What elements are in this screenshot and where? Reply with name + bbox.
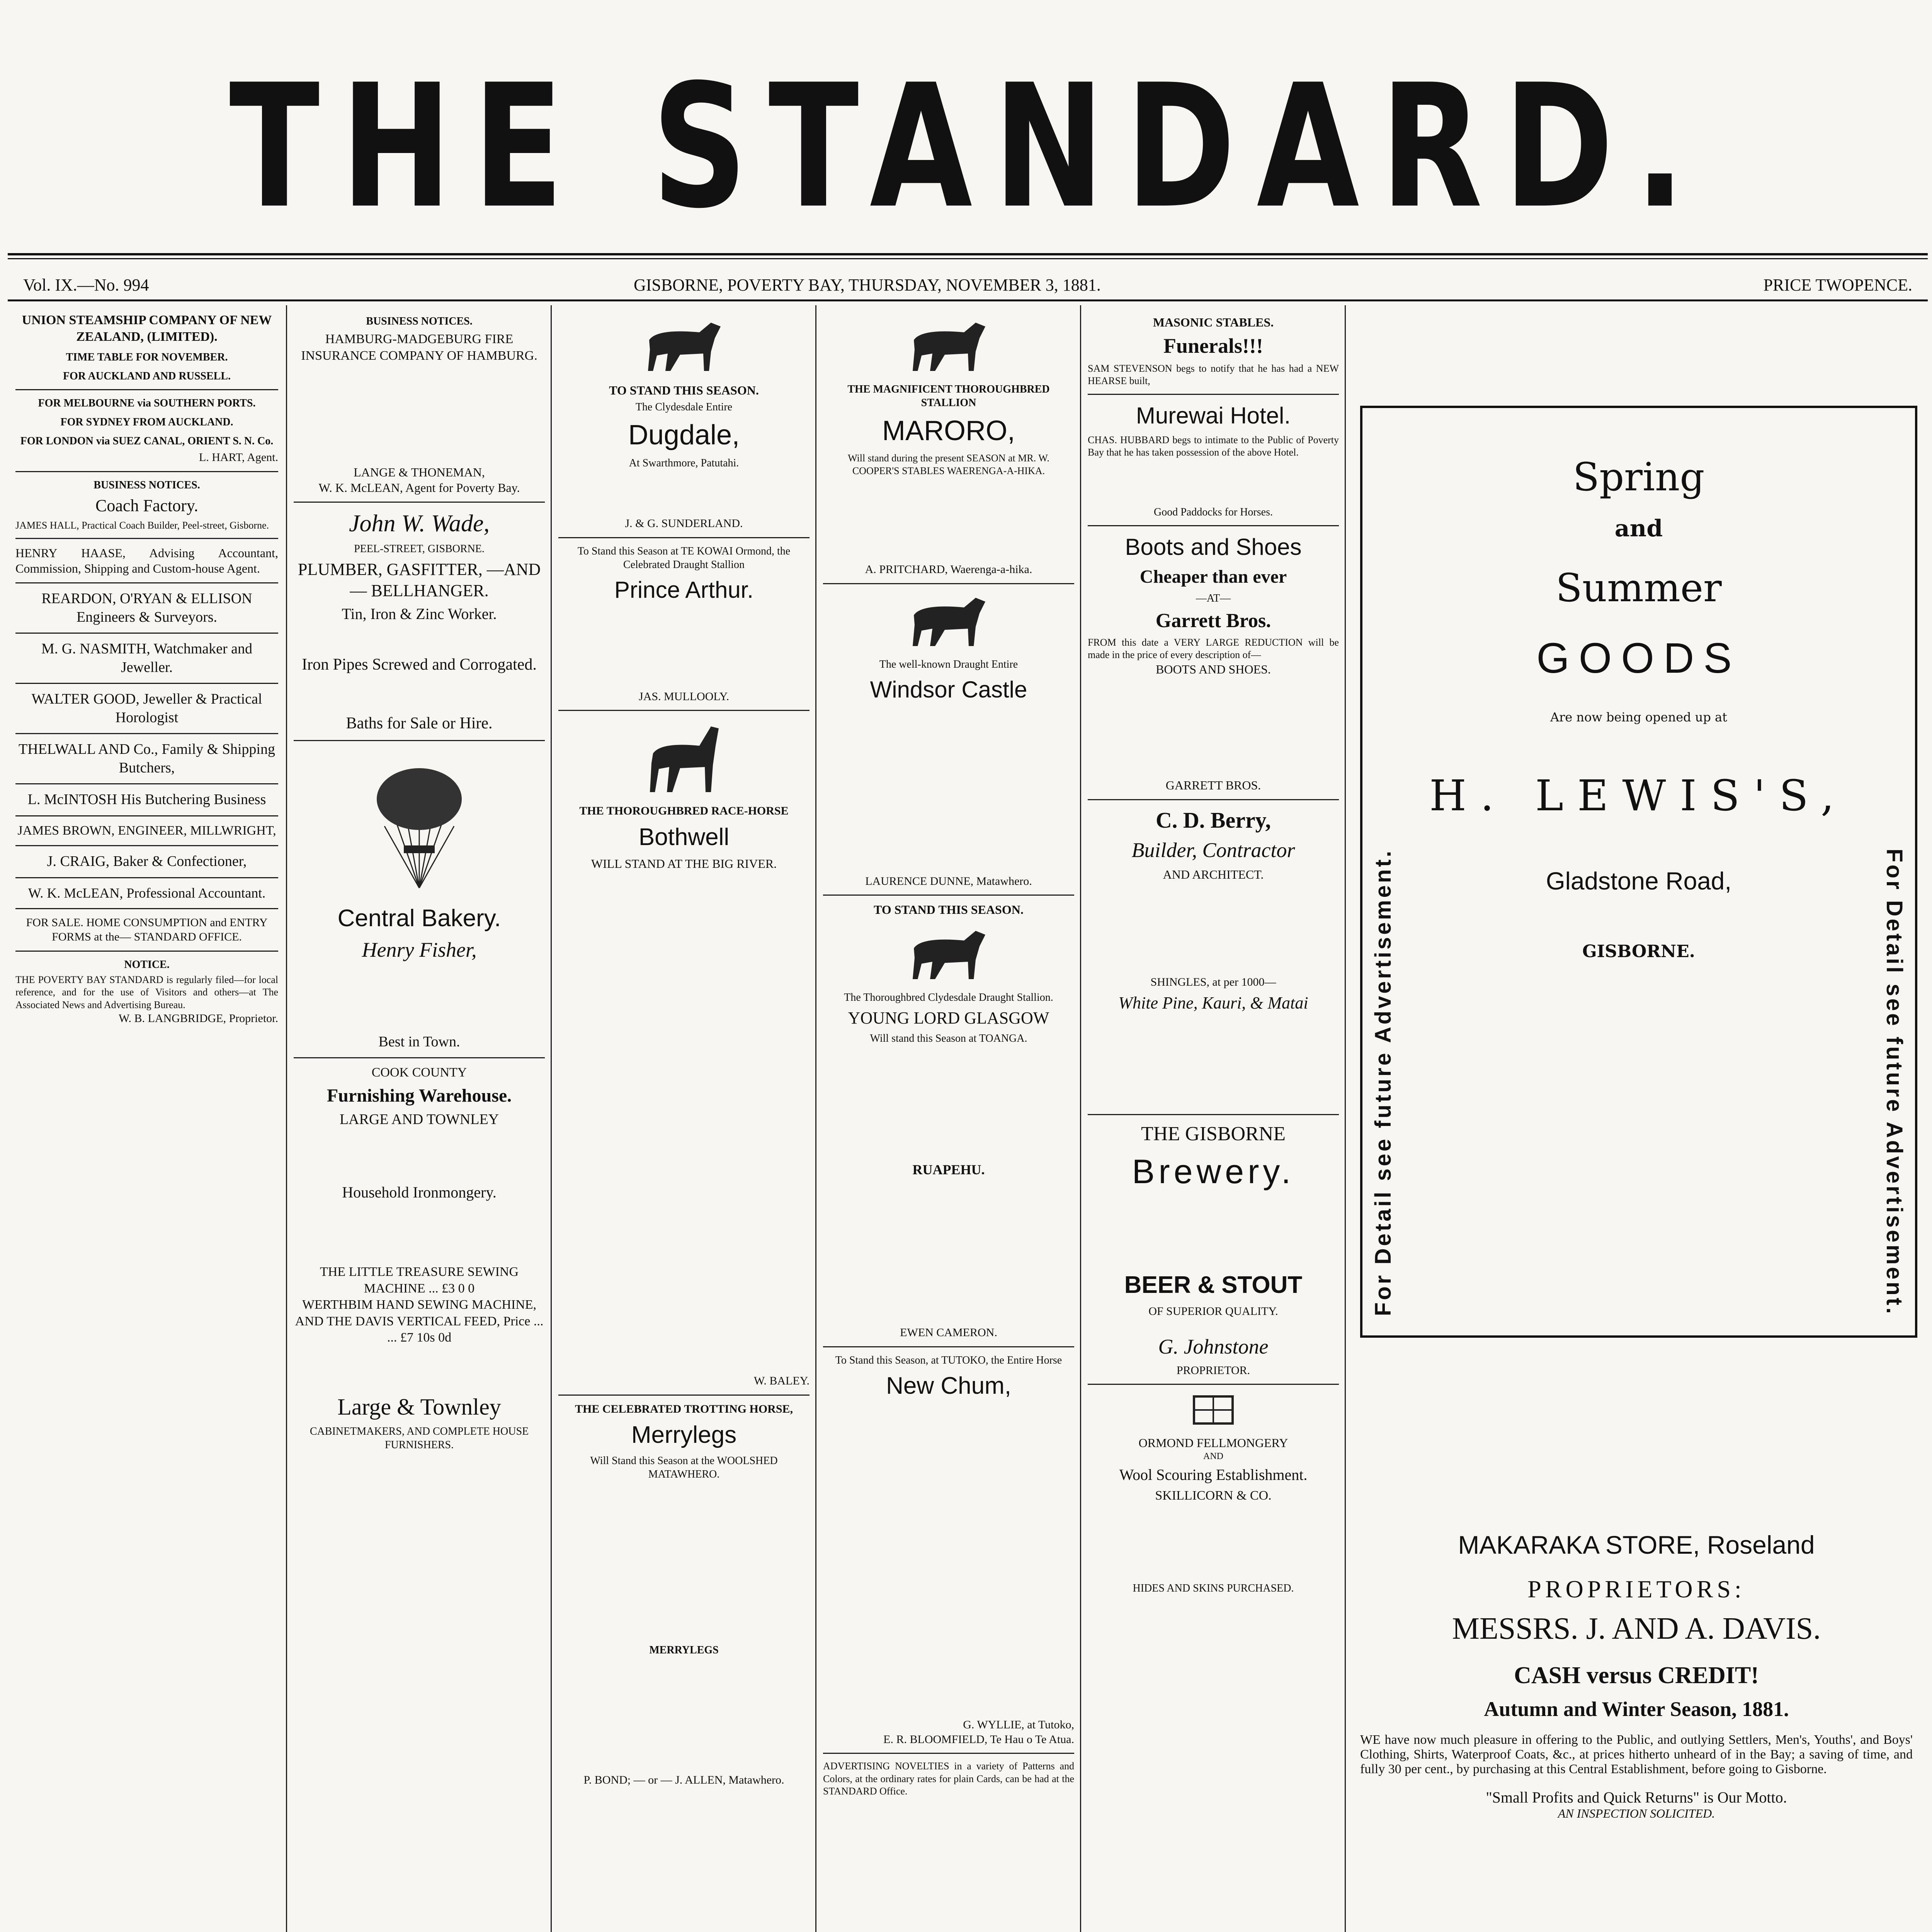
masthead-rule-thin bbox=[8, 258, 1928, 259]
mclean-notice: W. K. McLEAN, Professional Accountant. bbox=[28, 885, 266, 901]
large-townley-sign: Large & Townley bbox=[337, 1394, 501, 1420]
masonic-stables: MASONIC STABLES. bbox=[1153, 315, 1274, 329]
haase-notice: HENRY HAASE, Advising Accountant, Commission, Shipping and Custom-house Agent. bbox=[15, 546, 278, 575]
shingles: SHINGLES, at per 1000— bbox=[1150, 975, 1276, 988]
mclean-agent: W. K. McLEAN, Agent for Poverty Bay. bbox=[318, 481, 520, 495]
beer-and-stout: BEER & STOUT bbox=[1124, 1272, 1303, 1298]
new-chum: New Chum, bbox=[886, 1372, 1011, 1399]
cooper-stables: Will stand during the present SEASON at MR. W. COOPER'S STABLES WAERENGA-A-HIKA. bbox=[848, 452, 1049, 476]
sydney-heading: FOR SYDNEY FROM AUCKLAND. bbox=[60, 416, 233, 428]
side-text-left: For Detail see future Advertisement. bbox=[1371, 849, 1396, 1316]
makaraka-store: MAKARAKA STORE, Roseland bbox=[1458, 1531, 1815, 1559]
masthead bbox=[0, 0, 1932, 270]
hubbard-notice: CHAS. HUBBARD begs to intimate to the Public of Poverty Bay that he has taken possession of the above Hotel. bbox=[1088, 434, 1339, 458]
now-opened: Are now being opened up at bbox=[1550, 710, 1727, 724]
stevenson-notice: SAM STEVENSON begs to notify that he has had a NEW HEARSE built, bbox=[1088, 362, 1339, 386]
column-divider bbox=[551, 305, 552, 1932]
column-divider bbox=[1080, 305, 1081, 1932]
rule bbox=[15, 471, 278, 472]
mcintosh-notice: L. McINTOSH His Butchering Business bbox=[27, 791, 266, 808]
cash-versus-credit: CASH versus CREDIT! bbox=[1514, 1662, 1759, 1689]
rule bbox=[294, 740, 545, 741]
draught-horse-icon bbox=[898, 592, 999, 650]
union-steamship-title: UNION STEAMSHIP COMPANY OF NEW ZEALAND, (LIMITED). bbox=[22, 313, 272, 344]
column-4 bbox=[823, 309, 1074, 1932]
cd-berry: C. D. Berry, bbox=[1156, 807, 1271, 833]
coach-factory: Coach Factory. bbox=[95, 496, 198, 515]
cook-county: COOK COUNTY bbox=[371, 1065, 467, 1080]
rule bbox=[15, 877, 278, 878]
dunne: LAURENCE DUNNE, Matawhero. bbox=[865, 874, 1032, 888]
boots-and-shoes-caps: BOOTS AND SHOES. bbox=[1156, 662, 1271, 676]
goods: GOODS bbox=[1536, 634, 1741, 682]
henry-fisher: Henry Fisher, bbox=[362, 938, 477, 961]
ormond-fellmongery: ORMOND FELLMONGERY bbox=[1138, 1436, 1288, 1450]
dateline-rule bbox=[8, 299, 1928, 301]
wyllie: G. WYLLIE, at Tutoko, bbox=[963, 1718, 1074, 1731]
wade-address: PEEL-STREET, GISBORNE. bbox=[354, 543, 485, 555]
prince-arthur: Prince Arthur. bbox=[614, 577, 754, 603]
ruapehu: RUAPEHU. bbox=[912, 1162, 985, 1177]
white-pine: White Pine, Kauri, & Matai bbox=[1118, 993, 1308, 1012]
rule bbox=[558, 710, 810, 711]
craig-notice: J. CRAIG, Baker & Confectioner, bbox=[47, 853, 247, 869]
side-text-right: For Detail see future Advertisement. bbox=[1882, 849, 1907, 1316]
little-treasure: THE LITTLE TREASURE SEWING MACHINE ... £3 0 0 bbox=[320, 1265, 519, 1296]
magnificent-stallion: THE MAGNIFICENT THOROUGHBRED STALLION bbox=[847, 383, 1050, 409]
london-heading: FOR LONDON via SUEZ CANAL, ORIENT S. N. Co. bbox=[20, 435, 274, 447]
summer: Summer bbox=[1556, 565, 1722, 611]
pritchard: A. PRITCHARD, Waerenga-a-hika. bbox=[865, 563, 1032, 576]
trotting-horse: THE CELEBRATED TROTTING HORSE, bbox=[575, 1402, 793, 1415]
garrett-bros-signature: GARRETT BROS. bbox=[1165, 778, 1261, 792]
architect: AND ARCHITECT. bbox=[1163, 867, 1264, 881]
column-divider bbox=[286, 305, 287, 1932]
iron-pipes: Iron Pipes Screwed and Corrogated. bbox=[302, 655, 537, 673]
cabinetmakers: CABINETMAKERS, AND COMPLETE HOUSE FURNISHERS. bbox=[310, 1425, 529, 1451]
autumn-winter: Autumn and Winter Season, 1881. bbox=[1484, 1697, 1789, 1721]
builder-contractor: Builder, Contractor bbox=[1131, 838, 1295, 862]
murewai-hotel: Murewai Hotel. bbox=[1136, 402, 1291, 429]
rule bbox=[1088, 799, 1339, 800]
proprietors: PROPRIETORS: bbox=[1527, 1575, 1745, 1603]
langbridge-signature: W. B. LANGBRIDGE, Proprietor. bbox=[118, 1012, 278, 1025]
merrylegs-heading: MERRYLEGS bbox=[649, 1644, 719, 1656]
baley: W. BALEY. bbox=[753, 1374, 810, 1387]
dateline bbox=[23, 275, 1912, 298]
big-river: WILL STAND AT THE BIG RIVER. bbox=[591, 857, 777, 871]
stallion-icon bbox=[898, 317, 999, 375]
brown-notice: JAMES BROWN, ENGINEER, MILLWRIGHT, bbox=[17, 823, 276, 838]
garrett-bros: Garrett Bros. bbox=[1155, 609, 1271, 632]
rule bbox=[823, 1346, 1074, 1347]
rule bbox=[1088, 1114, 1339, 1115]
gladstone-road: Gladstone Road, bbox=[1546, 867, 1732, 895]
toanga: Will stand this Season at TOANGA. bbox=[870, 1032, 1027, 1044]
maroro: MARORO, bbox=[882, 415, 1015, 446]
tutoko-intro: To Stand this Season, at TUTOKO, the Entire Horse bbox=[835, 1354, 1062, 1366]
well-known-entire: The well-known Draught Entire bbox=[879, 658, 1018, 670]
column-2 bbox=[294, 309, 545, 1932]
racehorse-icon bbox=[634, 719, 734, 796]
notice-heading: NOTICE. bbox=[124, 958, 170, 971]
best-in-town: Best in Town. bbox=[378, 1033, 460, 1050]
inspection-solicited: AN INSPECTION SOLICITED. bbox=[1558, 1806, 1715, 1820]
rule bbox=[15, 815, 278, 816]
notice-body: THE POVERTY BAY STANDARD is regularly filed—for local reference, and for the use of Visitors and others—at The Associated News and Advertising Bureau. bbox=[15, 974, 278, 1010]
column-3 bbox=[558, 309, 810, 1932]
merrylegs: Merrylegs bbox=[631, 1422, 737, 1448]
good-notice: WALTER GOOD, Jeweller & Practical Horologist bbox=[31, 691, 262, 726]
column-1 bbox=[15, 309, 278, 1932]
wool-bale-icon bbox=[1190, 1393, 1236, 1427]
rule bbox=[823, 1753, 1074, 1754]
auckland-heading: FOR AUCKLAND AND RUSSELL. bbox=[63, 370, 231, 382]
rule bbox=[294, 502, 545, 503]
rule bbox=[15, 845, 278, 846]
agent-signature: L. HART, Agent. bbox=[199, 451, 278, 464]
clydesdale-icon bbox=[898, 925, 999, 983]
and-word: AND bbox=[1203, 1451, 1223, 1461]
price: PRICE TWOPENCE. bbox=[1763, 276, 1912, 294]
rule bbox=[1088, 525, 1339, 526]
business-notices-heading: BUSINESS NOTICES. bbox=[366, 315, 473, 327]
household-ironmongery: Household Ironmongery. bbox=[342, 1184, 497, 1201]
windsor-castle: Windsor Castle bbox=[870, 676, 1027, 702]
rule bbox=[1088, 1384, 1339, 1385]
hamburg-insurance: HAMBURG-MADGEBURG FIRE INSURANCE COMPANY OF HAMBURG. bbox=[301, 332, 537, 363]
rule bbox=[823, 583, 1074, 584]
good-paddocks: Good Paddocks for Horses. bbox=[1154, 506, 1273, 518]
lewis-advertisement bbox=[1360, 406, 1917, 1338]
rule bbox=[15, 538, 278, 539]
central-bakery: Central Bakery. bbox=[337, 905, 501, 932]
nasmith-notice: M. G. NASMITH, Watchmaker and Jeweller. bbox=[41, 641, 253, 675]
dugdale: Dugdale, bbox=[628, 420, 740, 451]
rule bbox=[15, 908, 278, 909]
place-date: GISBORNE, POVERTY BAY, THURSDAY, NOVEMBER 3, 1881. bbox=[634, 276, 1101, 294]
swarthmore: At Swarthmore, Patutahi. bbox=[629, 457, 739, 469]
gisborne-brewery-label: THE GISBORNE bbox=[1141, 1123, 1286, 1145]
wheat-sheaf-icon bbox=[361, 749, 477, 896]
funerals: Funerals!!! bbox=[1163, 334, 1263, 357]
volume-number: Vol. IX.—No. 994 bbox=[23, 276, 149, 294]
messrs-davis: MESSRS. J. AND A. DAVIS. bbox=[1452, 1612, 1821, 1646]
lange-thoneman: LANGE & THONEMAN, bbox=[354, 465, 485, 479]
proprietor: PROPRIETOR. bbox=[1176, 1364, 1250, 1377]
melbourne-heading: FOR MELBOURNE via SOUTHERN PORTS. bbox=[38, 397, 256, 409]
brewery: Brewery. bbox=[1132, 1152, 1295, 1190]
masthead-rule bbox=[8, 253, 1928, 255]
young-lord-glasgow: YOUNG LORD GLASGOW bbox=[848, 1009, 1049, 1027]
for-sale-notice: FOR SALE. HOME CONSUMPTION and ENTRY FORMS at the— STANDARD OFFICE. bbox=[26, 916, 268, 943]
column-divider bbox=[815, 305, 816, 1932]
spring: Spring bbox=[1573, 454, 1705, 500]
furnishing-warehouse: Furnishing Warehouse. bbox=[327, 1085, 512, 1106]
baths: Baths for Sale or Hire. bbox=[346, 714, 493, 732]
to-stand-heading: TO STAND THIS SEASON. bbox=[609, 383, 759, 397]
prince-arthur-intro: To Stand this Season at TE KOWAI Ormond, the Celebrated Draught Stallion bbox=[577, 545, 791, 571]
thelwall-notice: THELWALL AND Co., Family & Shipping Butchers, bbox=[19, 741, 275, 776]
bothwell: Bothwell bbox=[638, 823, 730, 850]
johnstone: G. Johnstone bbox=[1158, 1335, 1269, 1358]
rule bbox=[15, 683, 278, 684]
advertising-novelties: ADVERTISING NOVELTIES in a variety of Patterns and Colors, at the ordinary rates for plain Cards, can be had at the STANDARD Office. bbox=[823, 1760, 1074, 1797]
superior-quality: OF SUPERIOR QUALITY. bbox=[1148, 1304, 1278, 1318]
cheaper-than-ever: Cheaper than ever bbox=[1139, 566, 1287, 587]
bond-allen: P. BOND; — or — J. ALLEN, Matawhero. bbox=[583, 1773, 784, 1786]
skillicorn: SKILLICORN & CO. bbox=[1155, 1488, 1272, 1503]
rule bbox=[558, 537, 810, 538]
rule bbox=[15, 733, 278, 734]
h-lewis: H. LEWIS'S, bbox=[1429, 771, 1848, 820]
woolshed: Will Stand this Season at the WOOLSHED MATAWHERO. bbox=[590, 1454, 778, 1480]
rule bbox=[15, 783, 278, 784]
makaraka-body: WE have now much pleasure in offering to the Public, and outlying Settlers, Men's, Youths', and Boys' Clothing, Shirts, Waterproof Coats, &c., at prices hitherto unheard of in the Bay; a saving of time, and fully 30 per cent., by purchasing at this Central Establishment, before going to Gisborne. bbox=[1360, 1733, 1913, 1776]
john-wade: John W. Wade, bbox=[349, 510, 490, 537]
time-table-heading: TIME TABLE FOR NOVEMBER. bbox=[66, 351, 228, 363]
sunderland: J. & G. SUNDERLAND. bbox=[625, 517, 743, 530]
mullooly: JAS. MULLOOLY. bbox=[639, 690, 729, 703]
rule bbox=[15, 582, 278, 583]
plumber-gasfitter: PLUMBER, GASFITTER, —AND— BELLHANGER. bbox=[298, 560, 541, 600]
rule bbox=[15, 633, 278, 634]
rule bbox=[15, 951, 278, 952]
clydesdale-entire: The Clydesdale Entire bbox=[635, 401, 733, 413]
thoroughbred-clydesdale: The Thoroughbred Clydesdale Draught Stallion. bbox=[844, 992, 1053, 1003]
cameron: EWEN CAMERON. bbox=[900, 1326, 997, 1339]
rule bbox=[1088, 394, 1339, 395]
tin-iron-zinc: Tin, Iron & Zinc Worker. bbox=[342, 605, 497, 622]
hides-skins: HIDES AND SKINS PURCHASED. bbox=[1133, 1582, 1294, 1594]
large-and-townley: LARGE AND TOWNLEY bbox=[339, 1111, 499, 1128]
makaraka-advertisement bbox=[1360, 1530, 1913, 1932]
boots-and-shoes: Boots and Shoes bbox=[1125, 534, 1302, 560]
reardon-notice: REARDON, O'RYAN & ELLISON Engineers & Surveyors. bbox=[41, 590, 252, 625]
race-horse-heading: THE THOROUGHBRED RACE-HORSE bbox=[579, 804, 789, 817]
lewis-body bbox=[1405, 454, 1872, 961]
motto: "Small Profits and Quick Returns" is Our Motto. bbox=[1486, 1789, 1787, 1806]
column-divider bbox=[1345, 305, 1346, 1932]
and-word: and bbox=[1614, 515, 1663, 542]
rule bbox=[823, 895, 1074, 896]
rule bbox=[558, 1395, 810, 1396]
reduction-notice: FROM this date a VERY LARGE REDUCTION will be made in the price of every description of— bbox=[1088, 636, 1339, 660]
bloomfield: E. R. BLOOMFIELD, Te Hau o Te Atua. bbox=[883, 1733, 1074, 1746]
newspaper-title: THE STANDARD. bbox=[229, 48, 1706, 246]
gisborne: GISBORNE. bbox=[1582, 942, 1695, 961]
at-divider: —AT— bbox=[1196, 592, 1231, 604]
rule bbox=[294, 1057, 545, 1058]
business-notices-heading: BUSINESS NOTICES. bbox=[94, 479, 200, 491]
wool-scouring: Wool Scouring Establishment. bbox=[1119, 1466, 1308, 1483]
horse-icon bbox=[634, 317, 734, 375]
column-5 bbox=[1088, 309, 1339, 1932]
to-stand-heading-2: TO STAND THIS SEASON. bbox=[874, 903, 1024, 917]
werthbim: WERTHBIM HAND SEWING MACHINE, AND THE DAVIS VERTICAL FEED, Price ... ... £7 10s 0d bbox=[295, 1298, 544, 1345]
hall-notice: JAMES HALL, Practical Coach Builder, Peel-street, Gisborne. bbox=[15, 519, 269, 531]
rule bbox=[15, 389, 278, 390]
